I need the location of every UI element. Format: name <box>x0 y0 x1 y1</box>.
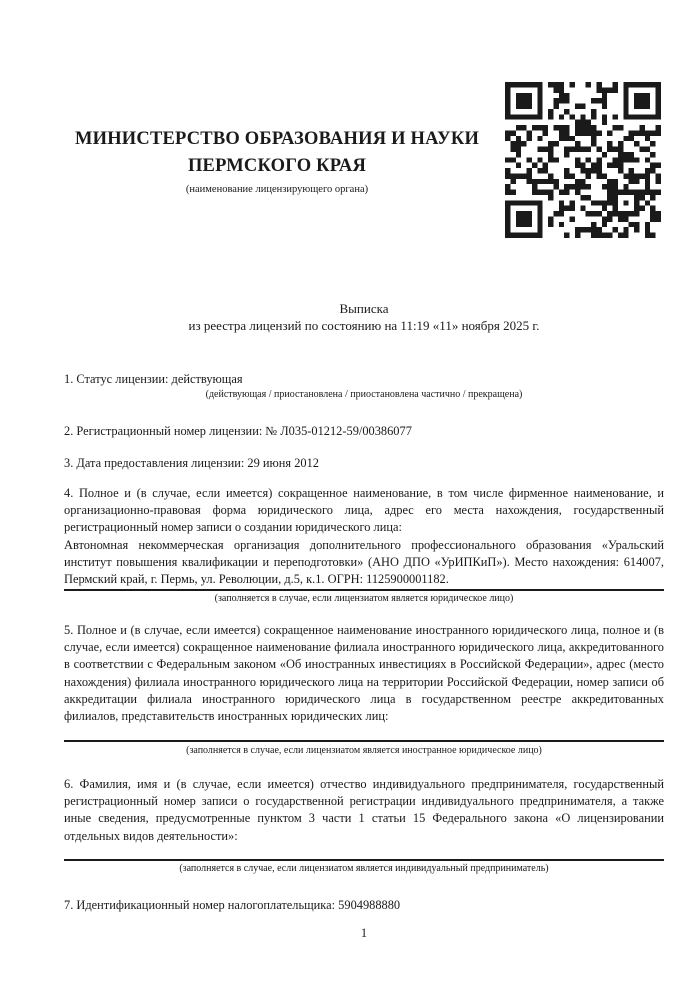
licensing-authority-caption: (наименование лицензирующего органа) <box>185 184 369 195</box>
item-7-taxpayer-id: 7. Идентификационный номер налогоплательщика: 5904988880 <box>64 898 401 912</box>
document-title <box>64 301 664 334</box>
document-title-line2: из реестра лицензий по состоянию на 11:19 «11» ноября 2025 г. <box>188 317 540 333</box>
item-4-caption: (заполняется в случае, если лицензиатом является юридическое лицо) <box>214 593 514 604</box>
ministry-name-line1: МИНИСТЕРСТВО ОБРАЗОВАНИЯ И НАУКИ <box>74 129 480 149</box>
item-2-registration-number: 2. Регистрационный номер лицензии: № Л035-01212-59/00386077 <box>64 424 412 438</box>
item-4-label: 4. Полное и (в случае, если имеется) сокращенное наименование, в том числе фирменное наименование, и организационно-правовая форма юридического лица, адрес его места нахождения, государственный регистрационный номер записи о создании юридического лица: <box>64 486 664 535</box>
item-6-caption: (заполняется в случае, если лицензиатом является индивидуальный предприниматель) <box>179 863 549 874</box>
item-3-license-date: 3. Дата предоставления лицензии: 29 июня 2012 <box>64 456 320 470</box>
ministry-name-line2: ПЕРМСКОГО КРАЯ <box>187 156 367 176</box>
document-title-line1: Выписка <box>339 301 389 316</box>
item-4-value: Автономная некоммерческая организация дополнительного профессионального образования «Уральский институт повышения квалификации и переподготовки» (АНО ДПО «УрИПКиП»). Место нахождения: 614007, Пермский край, г. Пермь, ул. Революции, д.5, к.1. ОГРН: 1125900001182. <box>64 537 664 587</box>
item-4-legal-entity <box>64 485 664 588</box>
item-5-caption: (заполняется в случае, если лицензиатом является иностранное юридическое лицо) <box>186 745 542 756</box>
item-6-individual-entrepreneur: 6. Фамилия, имя и (в случае, если имеется) отчество индивидуального предпринимателя, государственный регистрационный номер записи о государственной регистрации индивидуального предпринимателя, а также иные сведения, предусмотренные пунктом 3 части 1 статьи 15 Федерального закона «О лицензировании отдельных видов деятельности»: <box>64 777 664 843</box>
item-5-foreign-entity: 5. Полное и (в случае, если имеется) сокращенное наименование иностранного юридического лица, полное и (в случае, если имеется) сокращенное наименование филиала иностранного юридического лица, аккредитованного в соответствии с Федеральным законом «Об иностранных инвестициях в Российской Федерации», адрес (место нахождения) филиала иностранного юридического лица на территории Российской Федерации, номер записи об аккредитации филиала иностранного юридического лица в государственном реестре аккредитованных филиалов, представительств иностранных юридических лиц: <box>64 623 664 724</box>
qr-code-icon <box>505 82 661 238</box>
fill-in-rule-item-6 <box>64 859 664 861</box>
fill-in-rule-item-5 <box>64 740 664 742</box>
page-number: 1 <box>360 926 368 940</box>
item-1-license-status: 1. Статус лицензии: действующая <box>64 372 243 386</box>
item-1-caption: (действующая / приостановлена / приостановлена частично / прекращена) <box>205 389 523 400</box>
fill-in-rule-item-4 <box>64 589 664 591</box>
ministry-header <box>64 126 490 196</box>
